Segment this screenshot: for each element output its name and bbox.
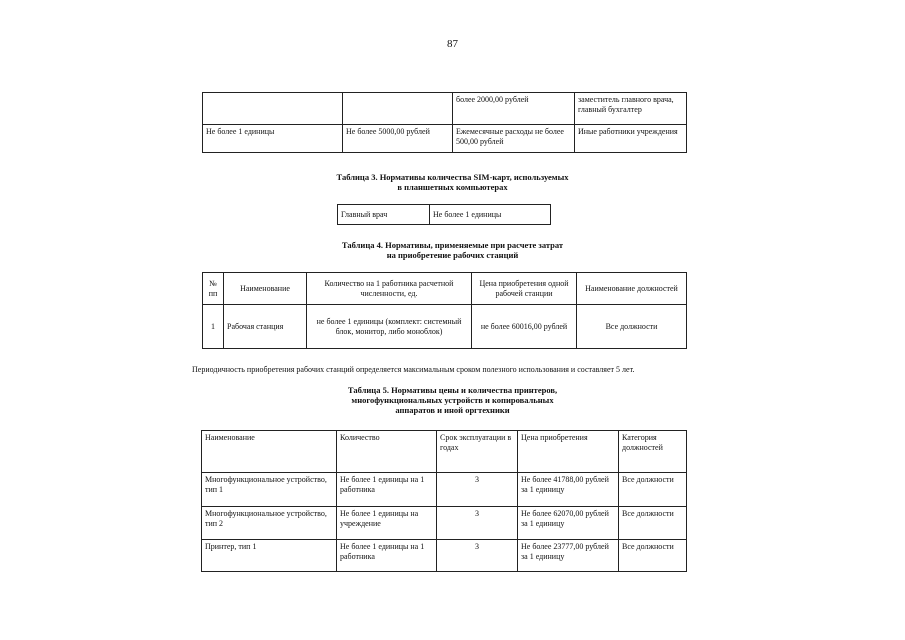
table-cell: 3 xyxy=(437,473,518,507)
table-header-row xyxy=(203,273,687,305)
table-cell: Не более 1 единицы на учреждение xyxy=(337,507,437,540)
table5-caption xyxy=(0,385,905,415)
table5-caption-line3: аппаратов и иной оргтехники xyxy=(395,405,510,415)
table-cell: не более 1 единицы (комплект: системный блок, монитор, либо моноблок) xyxy=(307,305,472,349)
table4-caption xyxy=(0,240,905,260)
table-cell: Не более 5000,00 рублей xyxy=(343,125,453,153)
table-cell: Все должности xyxy=(577,305,687,349)
table-cell: Многофункциональное устройство, тип 2 xyxy=(202,507,337,540)
table-header-cell: Срок эксплуатации в годах xyxy=(437,431,518,473)
table-cell: 3 xyxy=(437,507,518,540)
table-header-cell: Количество на 1 работника расчетной численности, ед. xyxy=(307,273,472,305)
table-cell xyxy=(343,93,453,125)
table-cell: Все должности xyxy=(619,507,687,540)
table-header-cell: Количество xyxy=(337,431,437,473)
table3-caption-line2: в планшетных компьютерах xyxy=(397,182,508,192)
table5-caption-line1: Таблица 5. Нормативы цены и количества принтеров, xyxy=(347,385,558,395)
table-cell: Не более 1 единицы на 1 работника xyxy=(337,540,437,572)
table-cell xyxy=(203,93,343,125)
table-cell: заместитель главного врача, главный бухгалтер xyxy=(575,93,687,125)
table3-caption xyxy=(0,172,905,192)
table-cell: Ежемесячные расходы не более 500,00 рублей xyxy=(453,125,575,153)
table-cell: Не более 41788,00 рублей за 1 единицу xyxy=(518,473,619,507)
table-row xyxy=(203,305,687,349)
table-header-cell: Наименование должностей xyxy=(577,273,687,305)
table-header-cell: № пп xyxy=(203,273,224,305)
table-row xyxy=(203,93,687,125)
table-continuation xyxy=(202,92,687,153)
table-cell: Принтер, тип 1 xyxy=(202,540,337,572)
table-row xyxy=(338,205,551,225)
table-cell: Иные работники учреждения xyxy=(575,125,687,153)
table-row xyxy=(202,473,687,507)
table-cell: не более 60016,00 рублей xyxy=(472,305,577,349)
table3-caption-line1: Таблица 3. Нормативы количества SIM-карт, используемых xyxy=(336,172,569,182)
periodicity-note: Периодичность приобретения рабочих станций определяется максимальным сроком полезного использования и составляет 5 лет. xyxy=(192,365,635,374)
table-header-cell: Наименование xyxy=(202,431,337,473)
table5-caption-line2: многофункциональных устройств и копировальных xyxy=(351,395,554,405)
table5 xyxy=(201,430,687,572)
table-cell: 3 xyxy=(437,540,518,572)
table-cell: Не более 1 единицы xyxy=(203,125,343,153)
table-header-row xyxy=(202,431,687,473)
table-header-cell: Категория должностей xyxy=(619,431,687,473)
table-cell: Не более 62070,00 рублей за 1 единицу xyxy=(518,507,619,540)
table-cell: Не более 1 единицы на 1 работника xyxy=(337,473,437,507)
table-row xyxy=(202,507,687,540)
table-cell: Все должности xyxy=(619,540,687,572)
table-cell: Главный врач xyxy=(338,205,430,225)
table-cell: 1 xyxy=(203,305,224,349)
table-header-cell: Цена приобретения xyxy=(518,431,619,473)
table4-caption-line1: Таблица 4. Нормативы, применяемые при расчете затрат xyxy=(341,240,564,250)
table-header-cell: Цена приобретения одной рабочей станции xyxy=(472,273,577,305)
table-header-cell: Наименование xyxy=(224,273,307,305)
table-cell: Не более 1 единицы xyxy=(430,205,551,225)
page-number: 87 xyxy=(447,38,458,50)
table-cell: более 2000,00 рублей xyxy=(453,93,575,125)
table-cell: Все должности xyxy=(619,473,687,507)
table4 xyxy=(202,272,687,349)
table-row xyxy=(203,125,687,153)
table-cell: Многофункциональное устройство, тип 1 xyxy=(202,473,337,507)
table4-caption-line2: на приобретение рабочих станций xyxy=(386,250,519,260)
table3 xyxy=(337,204,551,225)
table-cell: Не более 23777,00 рублей за 1 единицу xyxy=(518,540,619,572)
table-row xyxy=(202,540,687,572)
table-cell: Рабочая станция xyxy=(224,305,307,349)
